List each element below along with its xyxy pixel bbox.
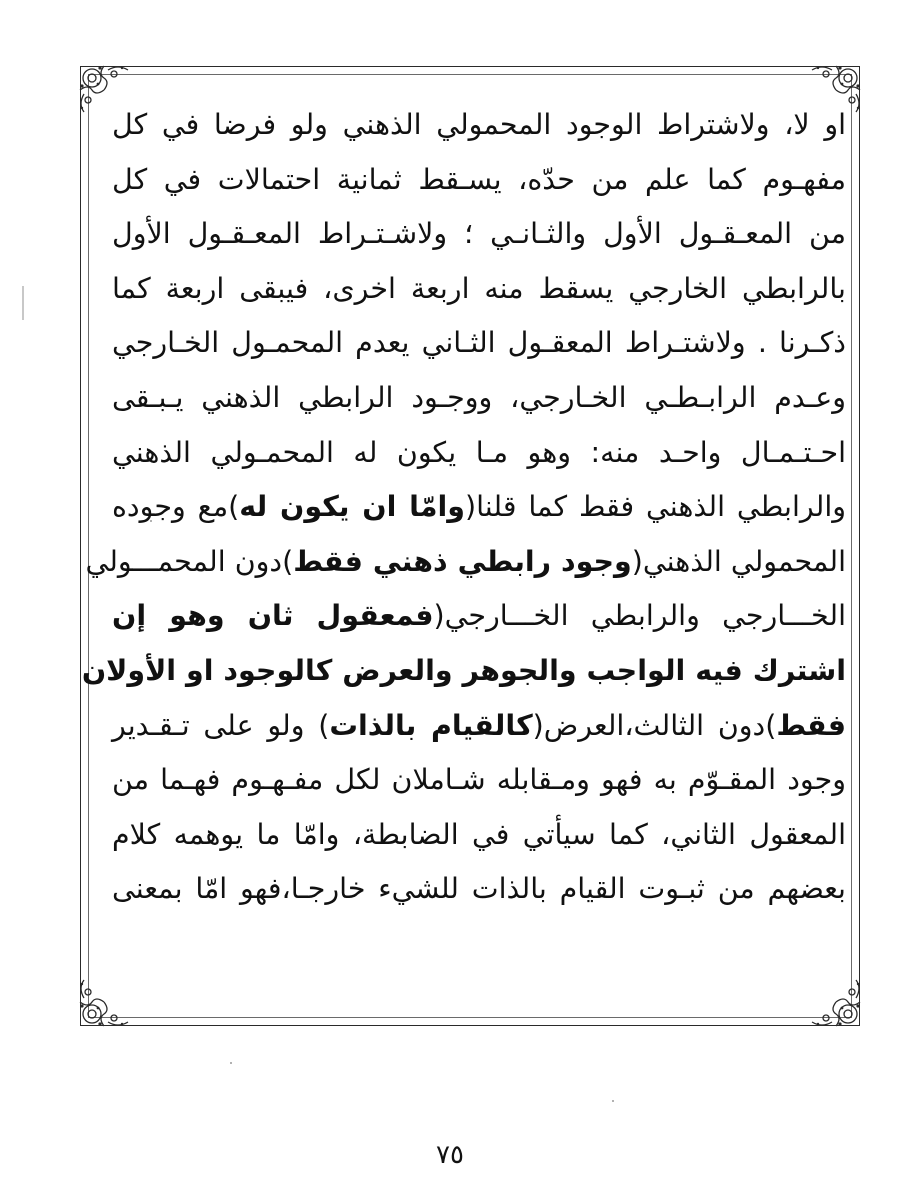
text-segment: )دون الثالث،العرض( [532, 708, 777, 742]
text-line: وجود المقـوّم به فهو ومـقابله شـاملان لكل مفـهـوم فهـما من [112, 763, 846, 797]
page-number: ٧٥ [436, 1140, 464, 1170]
bold-segment: وامّا ان يكون له [239, 490, 465, 524]
text-line: من المعـقـول الأول والثـانـي ؛ ولاشـتـراط المعـقـول الأول [112, 217, 846, 251]
text-line [112, 480, 846, 535]
text-line [112, 699, 846, 754]
text-segment: والرابطي الذهني فقط كما قلنا( [464, 490, 847, 524]
bold-segment: فقط [776, 708, 847, 742]
body-text [81, 98, 847, 917]
text-line: او لا، ولاشتراط الوجود المحمولي الذهني ولو فرضا في كل [112, 108, 846, 141]
text-line [112, 589, 846, 644]
bold-segment: فمعقول ثان وهو إن [112, 599, 434, 633]
bold-segment: وجود رابطي ذهني فقط [293, 544, 632, 578]
text-line: المعقول الثاني، كما سيأتي في الضابطة، وامّا ما يوهمه كلام [112, 817, 846, 851]
floral-corner-icon [802, 976, 866, 1032]
text-segment: المحمولي الذهني( [631, 544, 846, 578]
floral-corner-icon [74, 976, 138, 1032]
text-line: احـتـمـال واحـد منه: وهو مـا يكون له المحمـولي الذهني [112, 435, 846, 469]
text-line: بالرابطي الخارجي يسقط منه اربعة اخرى، فيبقى اربعة كما [112, 271, 846, 305]
text-segment: )مع وجوده [112, 490, 240, 524]
scan-margin-mark [22, 286, 24, 320]
text-line: ذكـرنا . ولاشتـراط المعقـول الثـاني يعدم المحمـول الخـارجي [112, 326, 846, 360]
text-line: بعضهم من ثبـوت القيام بالذات للشيء خارجـا،فهو امّا بمعنى [112, 872, 846, 906]
text-line [85, 535, 846, 590]
bold-segment: كالقيام بالذات [329, 708, 533, 742]
text-segment: الخـــارجي والرابطي الخـــارجي( [433, 599, 846, 633]
text-line: مفهـوم كما علم من حدّه، يسـقط ثمانية احتمالات في كل [112, 162, 846, 196]
text-line: اشترك فيه الواجب والجوهر والعرض كالوجود او الأولان [81, 653, 846, 687]
text-segment: )دون المحمـــولي [85, 544, 294, 578]
scan-speck [230, 1062, 232, 1064]
text-segment: ) ولو على تـقـدير [112, 708, 330, 742]
scan-speck [612, 1100, 614, 1102]
text-line: وعـدم الرابـطـي الخـارجي، ووجـود الرابطي الذهني يـبـقى [112, 380, 846, 414]
